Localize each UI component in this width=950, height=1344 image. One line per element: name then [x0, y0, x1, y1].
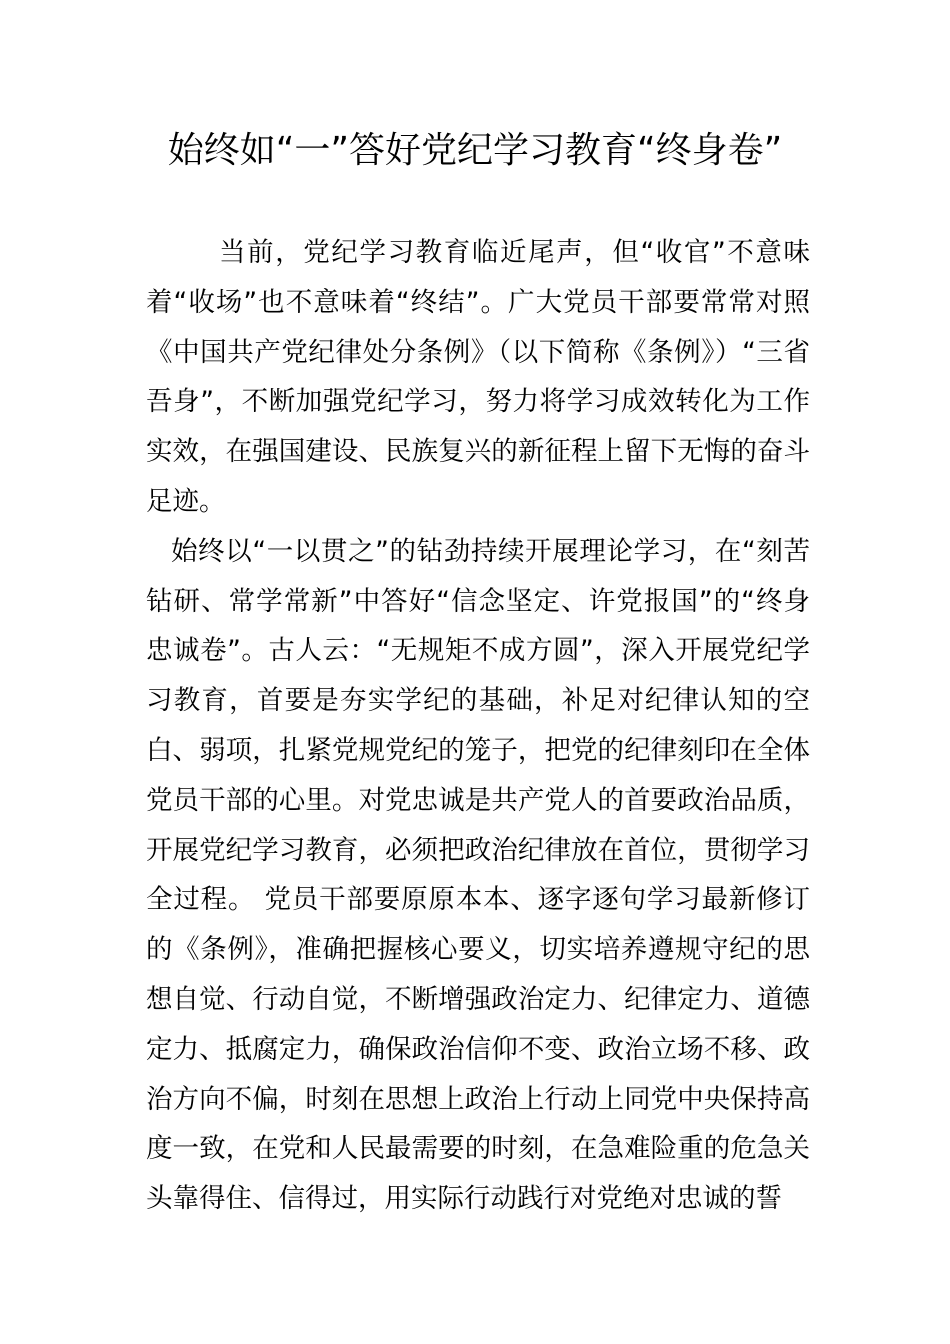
paragraph-intro: 当前，党纪学习教育临近尾声，但“收官”不意味着“收场”也不意味着“终结”。广大党员干部要常常对照《中国共产党纪律处分条例》（以下简称《条例》）“三省吾身”，不断加强党纪学习，努力将学习成效转化为工作实效，在强国建设、民族复兴的新征程上留下无悔的奋斗足迹。 — [146, 237, 810, 517]
document-title: 始终如“一”答好党纪学习教育“终身卷” — [167, 130, 783, 171]
document-body — [146, 228, 810, 1224]
paragraph-theory-study: 始终以“一以贯之”的钻劲持续开展理论学习，在“刻苦钻研、常学常新”中答好“信念坚定、许党报国”的“终身忠诚卷”。古人云：“无规矩不成方圆”，深入开展党纪学习教育，首要是夯实学纪的基础，补足对纪律认知的空白、弱项，扎紧党规党纪的笼子，把党的纪律刻印在全体党员干部的心里。对党忠诚是共产党人的首要政治品质，开展党纪学习教育，必须把政治纪律放在首位，贯彻学习全过程。 党员干部要原原本本、逐字逐句学习最新修订的《条例》，准确把握核心要义，切实培养遵规守纪的思想自觉、行动自觉，不断增强政治定力、纪律定力、道德定力、抵腐定力，确保政治信仰不变、政治立场不移、政治方向不偏，时刻在思想上政治上行动上同党中央保持高度一致，在党和人民最需要的时刻，在急难险重的危急关头靠得住、信得过，用实际行动践行对党绝对忠诚的誓 — [146, 535, 810, 1215]
